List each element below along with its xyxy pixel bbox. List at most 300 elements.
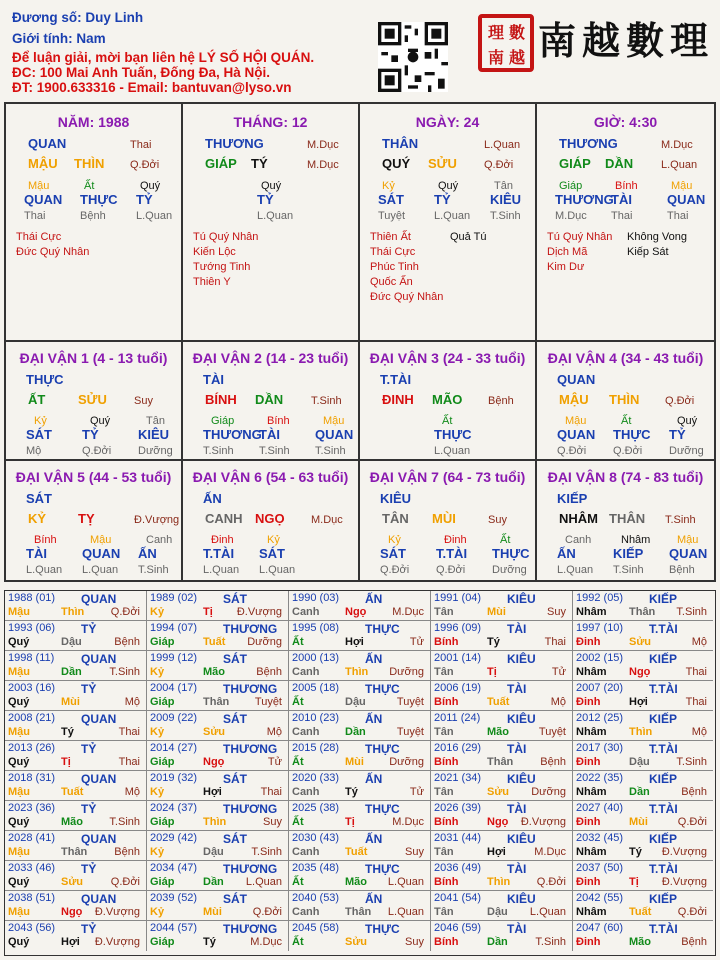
dai-van-can: ẤT — [28, 392, 46, 407]
year-can: Tân — [434, 726, 454, 738]
year-god: KIÊU — [507, 832, 536, 846]
hidden-growth: L.Quan — [82, 564, 119, 576]
year-can: Bính — [434, 696, 459, 708]
year-god: TỶ — [81, 802, 97, 816]
hidden-stem: Kỷ — [382, 180, 395, 192]
year-label: 2035 (48) — [292, 862, 340, 874]
dai-van-title: ĐẠI VẬN 7 (64 - 73 tuổi) — [369, 469, 526, 485]
dai-van-grid — [4, 342, 716, 582]
year-chi: Dậu — [345, 696, 366, 708]
year-chi: Ngọ — [629, 666, 651, 678]
year-label: 2033 (46) — [8, 862, 56, 874]
year-god: TÀI — [507, 802, 527, 816]
hidden-growth: Mộ — [26, 445, 42, 457]
year-label: 2017 (30) — [576, 742, 624, 754]
hidden-god: SÁT — [380, 546, 406, 561]
year-chi: Dậu — [629, 756, 650, 768]
year-label: 1991 (04) — [434, 592, 482, 604]
year-cell — [289, 651, 431, 681]
year-god: SÁT — [223, 712, 247, 726]
brand-title: 南越數理 — [538, 18, 715, 63]
year-chi: Tị — [61, 756, 71, 768]
hidden-god: TỶ — [669, 427, 686, 442]
year-table — [4, 590, 716, 956]
dai-van-god: T.TÀI — [380, 372, 412, 387]
address: ĐC: 100 Mai Anh Tuấn, Đống Đa, Hà Nội. — [12, 65, 271, 80]
hidden-god: THỰC — [492, 546, 530, 561]
hidden-stem: Canh — [565, 534, 592, 546]
year-growth: Suy — [405, 936, 424, 948]
year-god: SÁT — [223, 652, 247, 666]
year-growth: Dưỡng — [389, 756, 424, 768]
year-label: 2027 (40) — [576, 802, 624, 814]
year-cell — [5, 771, 147, 801]
year-growth: M.Dục — [250, 936, 282, 948]
year-label: 2047 (60) — [576, 922, 624, 934]
year-cell — [5, 621, 147, 651]
year-chi: Tý — [345, 786, 358, 798]
pillar-title: NĂM: 1988 — [57, 114, 130, 130]
year-can: Canh — [292, 726, 320, 738]
year-chi: Mão — [629, 936, 651, 948]
year-chi: Mùi — [61, 696, 80, 708]
hidden-god: TÀI — [611, 192, 632, 207]
year-chi: Tuất — [203, 636, 226, 648]
year-label: 2007 (20) — [576, 682, 624, 694]
year-cell — [289, 591, 431, 621]
year-growth: Mộ — [124, 786, 140, 798]
year-growth: T.Sinh — [676, 606, 707, 618]
dai-van-can: MẬU — [559, 392, 589, 407]
year-can: Mậu — [8, 666, 30, 678]
year-god: KIẾP — [649, 892, 678, 906]
hidden-stem: Ất — [621, 415, 632, 427]
dai-van-god: KIẾP — [557, 491, 588, 506]
year-cell — [5, 831, 147, 861]
year-god: ẤN — [365, 832, 383, 846]
dai-van-title: ĐẠI VẬN 5 (44 - 53 tuổi) — [15, 469, 172, 485]
dai-van-cell — [183, 461, 360, 580]
year-cell — [289, 771, 431, 801]
year-growth: Mộ — [124, 696, 140, 708]
star-list-2 — [450, 230, 487, 245]
dai-van-growth: T.Sinh — [665, 514, 696, 526]
year-cell — [289, 681, 431, 711]
year-can: Nhâm — [576, 846, 607, 858]
year-can: Tân — [434, 606, 454, 618]
star-list — [193, 230, 258, 290]
year-god: TỶ — [81, 922, 97, 936]
year-cell — [5, 681, 147, 711]
year-label: 2042 (55) — [576, 892, 624, 904]
year-chi: Thìn — [629, 726, 653, 738]
year-can: Bính — [434, 876, 459, 888]
star: Tú Quý Nhân — [193, 231, 259, 243]
year-can: Nhâm — [576, 906, 607, 918]
year-god: KIẾP — [649, 592, 678, 606]
hidden-god: TỶ — [82, 427, 99, 442]
year-label: 1996 (09) — [434, 622, 482, 634]
year-cell — [573, 681, 713, 711]
year-can: Nhâm — [576, 726, 607, 738]
year-can: Canh — [292, 846, 320, 858]
year-label: 2022 (35) — [576, 772, 624, 784]
dai-van-god: THỰC — [26, 372, 64, 387]
year-god: KIÊU — [507, 892, 536, 906]
year-cell — [147, 591, 289, 621]
year-label: 2006 (19) — [434, 682, 482, 694]
year-growth: T.Sinh — [535, 936, 566, 948]
year-growth: Suy — [263, 816, 282, 828]
year-chi: Tị — [203, 606, 213, 618]
year-label: 2045 (58) — [292, 922, 340, 934]
year-growth: Q.Đởi — [110, 606, 140, 618]
year-growth: L.Quan — [387, 906, 424, 918]
year-chi: Tý — [629, 846, 642, 858]
hidden-god: QUAN — [315, 427, 354, 442]
year-god: THỰC — [365, 742, 400, 756]
year-growth: Thai — [685, 696, 707, 708]
hidden-god: TÀI — [26, 546, 47, 561]
pillar-chi: TÝ — [251, 156, 268, 171]
year-label: 2002 (15) — [576, 652, 624, 664]
year-label: 2043 (56) — [8, 922, 56, 934]
dai-van-chi: MÙI — [432, 511, 456, 526]
year-can: Tân — [434, 846, 454, 858]
year-cell — [573, 711, 713, 741]
hidden-stem: Mậu — [671, 180, 693, 192]
year-growth: Bệnh — [540, 756, 566, 768]
hidden-god: KIÊU — [490, 192, 522, 207]
dai-van-cell — [537, 461, 714, 580]
hidden-growth: L.Quan — [557, 564, 594, 576]
year-label: 2028 (41) — [8, 832, 56, 844]
pillar-chi: THÌN — [74, 156, 105, 171]
year-can: Kỷ — [150, 786, 165, 798]
dai-van-growth: Q.Đởi — [665, 395, 695, 407]
year-can: Kỷ — [150, 846, 165, 858]
year-can: Ất — [292, 936, 304, 948]
year-cell — [5, 741, 147, 771]
star: Thái Cực — [370, 246, 416, 258]
dai-van-title: ĐẠI VẬN 8 (74 - 83 tuổi) — [547, 469, 704, 485]
dai-van-cell — [360, 342, 537, 461]
hidden-god: THƯƠNG — [555, 192, 614, 207]
hidden-stem: Tân — [146, 415, 165, 427]
pillar-can: GIÁP — [205, 156, 237, 171]
year-chi: Hợi — [203, 786, 222, 798]
hidden-stem: Đinh — [211, 534, 234, 546]
year-chi: Hợi — [61, 936, 80, 948]
year-cell — [147, 891, 289, 921]
star: Dịch Mã — [547, 246, 588, 258]
year-can: Quý — [8, 696, 30, 708]
star: Quốc Ấn — [370, 276, 413, 288]
year-growth: Bệnh — [256, 666, 282, 678]
dai-van-can: TÂN — [382, 511, 409, 526]
year-growth: Bệnh — [681, 936, 707, 948]
hidden-growth: L.Quan — [203, 564, 240, 576]
hidden-god: ẤN — [138, 546, 157, 561]
year-chi: Tuất — [629, 906, 652, 918]
year-cell — [431, 831, 573, 861]
star: Đức Quý Nhân — [16, 246, 90, 258]
year-can: Mậu — [8, 606, 30, 618]
hidden-god: T.TÀI — [436, 546, 468, 561]
year-label: 2021 (34) — [434, 772, 482, 784]
year-god: KIÊU — [507, 712, 536, 726]
hidden-stem: Quý — [140, 180, 161, 192]
pillar-growth: M.Dục — [661, 139, 693, 151]
year-god: THỰC — [365, 922, 400, 936]
year-growth: M.Dục — [534, 846, 566, 858]
year-cell — [147, 651, 289, 681]
hidden-stem: Quý — [677, 415, 698, 427]
hidden-stem: Bính — [615, 180, 638, 192]
year-label: 2024 (37) — [150, 802, 198, 814]
year-label: 1989 (02) — [150, 592, 198, 604]
gender: Giới tính: Nam — [12, 31, 106, 46]
year-growth: Q.Đởi — [110, 876, 140, 888]
year-can: Mậu — [8, 846, 30, 858]
star: Tú Quý Nhân — [547, 231, 613, 243]
year-can: Mậu — [8, 786, 30, 798]
year-can: Kỷ — [150, 906, 165, 918]
year-can: Kỷ — [150, 666, 165, 678]
star-list — [547, 230, 612, 275]
year-can: Quý — [8, 876, 30, 888]
year-cell — [147, 801, 289, 831]
year-cell — [573, 771, 713, 801]
year-can: Tân — [434, 666, 454, 678]
year-chi: Dần — [203, 876, 224, 888]
hidden-stem: Giáp — [559, 180, 583, 192]
pillar-can-growth: Q.Đởi — [130, 159, 160, 171]
year-chi: Tị — [629, 876, 639, 888]
year-cell — [147, 711, 289, 741]
year-label: 2013 (26) — [8, 742, 56, 754]
hidden-growth: L.Quan — [136, 210, 173, 222]
hidden-god: QUAN — [557, 427, 596, 442]
dai-van-chi: THÂN — [609, 511, 646, 526]
dai-van-growth: Đ.Vượng — [134, 514, 180, 526]
hidden-god: SÁT — [26, 427, 52, 442]
hidden-stem: Canh — [146, 534, 173, 546]
hidden-growth: L.Quan — [257, 210, 294, 222]
hidden-stem: Ất — [500, 534, 511, 546]
dai-van-god: SÁT — [26, 491, 52, 506]
qr-code-icon[interactable] — [378, 22, 448, 92]
year-can: Canh — [292, 666, 320, 678]
dai-van-title: ĐẠI VẬN 4 (34 - 43 tuổi) — [547, 350, 704, 366]
year-god: THỰC — [365, 682, 400, 696]
year-cell — [5, 651, 147, 681]
hidden-growth: L.Quan — [259, 564, 296, 576]
pillar-growth: M.Dục — [307, 139, 339, 151]
year-growth: Đ.Vượng — [661, 846, 707, 858]
pillar-can: QUÝ — [382, 156, 411, 171]
year-growth: Dưỡng — [247, 636, 282, 648]
hidden-stem: Ất — [84, 180, 95, 192]
pillar-grid — [4, 102, 716, 342]
hidden-growth: L.Quan — [26, 564, 63, 576]
dai-van-god: ẤN — [203, 491, 222, 506]
year-growth: M.Dục — [392, 816, 424, 828]
owner-name: Đương số: Duy Linh — [12, 10, 144, 25]
hidden-god: QUAN — [667, 192, 706, 207]
phone-email: ĐT: 1900.633316 - Email: bantuvan@lyso.vn — [12, 80, 292, 95]
pillar-can: GIÁP — [559, 156, 591, 171]
year-god: THƯƠNG — [223, 802, 278, 816]
year-growth: L.Quan — [387, 876, 424, 888]
hidden-growth: Bệnh — [669, 564, 695, 576]
dai-van-growth: Bệnh — [488, 395, 514, 407]
year-can: Canh — [292, 786, 320, 798]
hidden-stem: Bính — [34, 534, 57, 546]
year-chi: Tý — [487, 636, 500, 648]
hidden-god: TỶ — [136, 192, 153, 207]
year-growth: Q.Đởi — [677, 906, 707, 918]
year-god: KIẾP — [649, 832, 678, 846]
year-chi: Thìn — [487, 876, 511, 888]
hidden-growth: T.Sinh — [613, 564, 644, 576]
year-god: THỰC — [365, 862, 400, 876]
star: Thiên Y — [193, 276, 231, 288]
year-chi: Mão — [487, 726, 509, 738]
year-label: 2009 (22) — [150, 712, 198, 724]
year-cell — [431, 591, 573, 621]
dai-van-chi: MÃO — [432, 392, 463, 407]
star-list — [16, 230, 89, 260]
year-label: 2032 (45) — [576, 832, 624, 844]
pillar-cell — [6, 104, 183, 342]
year-label: 1994 (07) — [150, 622, 198, 634]
hidden-god: TỶ — [434, 192, 451, 207]
year-god: TỶ — [81, 742, 97, 756]
year-growth: Mộ — [550, 696, 566, 708]
year-chi: Thân — [629, 606, 656, 618]
hidden-growth: T.Sinh — [138, 564, 169, 576]
year-god: KIẾP — [649, 712, 678, 726]
year-chi: Thìn — [203, 816, 227, 828]
year-chi: Sửu — [345, 936, 368, 948]
hidden-god: QUAN — [24, 192, 63, 207]
year-label: 2000 (13) — [292, 652, 340, 664]
year-label: 2005 (18) — [292, 682, 340, 694]
year-cell — [431, 651, 573, 681]
year-chi: Dậu — [61, 636, 82, 648]
year-god: QUAN — [81, 832, 117, 846]
year-god: ẤN — [365, 592, 383, 606]
year-label: 1992 (05) — [576, 592, 624, 604]
year-can: Đinh — [576, 756, 601, 768]
year-god: QUAN — [81, 712, 117, 726]
year-god: TỶ — [81, 622, 97, 636]
year-label: 2018 (31) — [8, 772, 56, 784]
hidden-god: TỶ — [257, 192, 274, 207]
pillar-god: THƯƠNG — [559, 136, 618, 151]
year-growth: Đ.Vượng — [236, 606, 282, 618]
year-chi: Hợi — [345, 636, 364, 648]
pillar-growth: L.Quan — [484, 139, 521, 151]
year-can: Ất — [292, 756, 304, 768]
pillar-chi: SỬU — [428, 156, 457, 171]
star: Thiên Ất — [370, 231, 411, 243]
hidden-god: THỰC — [80, 192, 118, 207]
year-can: Đinh — [576, 816, 601, 828]
year-label: 2003 (16) — [8, 682, 56, 694]
year-cell — [289, 801, 431, 831]
year-growth: Tuyệt — [538, 726, 566, 738]
year-chi: Hợi — [629, 696, 648, 708]
year-chi: Sửu — [61, 876, 84, 888]
year-can: Quý — [8, 636, 30, 648]
year-chi: Mão — [345, 876, 367, 888]
year-chi: Tị — [345, 816, 355, 828]
year-chi: Tuất — [61, 786, 84, 798]
year-chi: Thìn — [345, 666, 369, 678]
dai-van-growth: M.Dục — [311, 514, 343, 526]
year-growth: Mộ — [691, 636, 707, 648]
year-cell — [431, 771, 573, 801]
year-growth: Suy — [405, 846, 424, 858]
dai-van-growth: Suy — [488, 514, 507, 526]
hidden-growth: L.Quan — [434, 210, 471, 222]
hidden-stem: Mậu — [28, 180, 50, 192]
star: Kiến Lộc — [193, 246, 236, 258]
year-label: 2044 (57) — [150, 922, 198, 934]
year-label: 1998 (11) — [8, 652, 55, 664]
year-cell — [289, 831, 431, 861]
year-growth: Đ.Vượng — [94, 906, 140, 918]
year-can: Kỷ — [150, 606, 165, 618]
dai-van-chi: NGỌ — [255, 511, 285, 526]
year-chi: Tuất — [345, 846, 368, 858]
year-growth: Tử — [267, 756, 282, 768]
year-growth: Mộ — [691, 726, 707, 738]
year-god: THƯƠNG — [223, 922, 278, 936]
dai-van-title: ĐẠI VẬN 2 (14 - 23 tuổi) — [192, 350, 349, 366]
hidden-stem: Ất — [442, 415, 453, 427]
year-can: Giáp — [150, 876, 175, 888]
year-growth: Tử — [409, 786, 424, 798]
hidden-stem: Kỷ — [388, 534, 401, 546]
year-chi: Ngọ — [61, 906, 83, 918]
year-can: Quý — [8, 936, 30, 948]
year-god: SÁT — [223, 772, 247, 786]
year-chi: Dần — [345, 726, 366, 738]
year-label: 2030 (43) — [292, 832, 340, 844]
year-label: 2046 (59) — [434, 922, 482, 934]
hidden-growth: Dưỡng — [138, 445, 173, 457]
year-cell — [573, 621, 713, 651]
hidden-stem: Mậu — [90, 534, 112, 546]
star: Kiếp Sát — [627, 246, 669, 258]
year-growth: M.Dục — [392, 606, 424, 618]
pillar-cell — [183, 104, 360, 342]
year-growth: T.Sinh — [251, 846, 282, 858]
pillar-can-growth: Q.Đởi — [484, 159, 514, 171]
pillar-title: THÁNG: 12 — [233, 114, 308, 130]
year-can: Canh — [292, 606, 320, 618]
year-cell — [431, 861, 573, 891]
pillar-god: THÂN — [382, 136, 419, 151]
year-can: Ất — [292, 876, 304, 888]
year-chi: Tý — [203, 936, 216, 948]
year-god: SÁT — [223, 832, 247, 846]
year-cell — [5, 921, 147, 951]
year-label: 2004 (17) — [150, 682, 198, 694]
